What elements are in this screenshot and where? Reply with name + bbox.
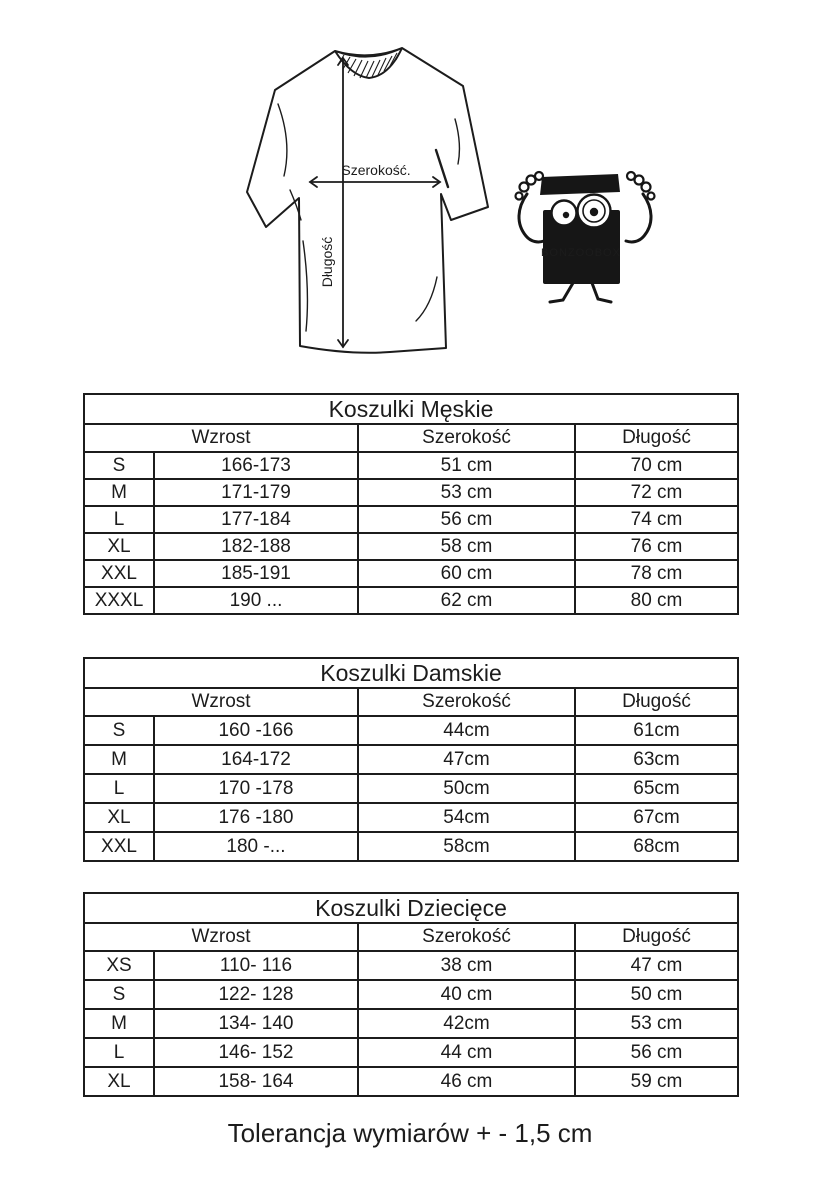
table-title: Koszulki Dziecięce (84, 893, 738, 923)
wzrost-cell: 158- 164 (154, 1067, 358, 1096)
size-row (84, 479, 738, 506)
table-title: Koszulki Męskie (84, 394, 738, 424)
size-row (84, 1067, 738, 1096)
table-title-row (84, 394, 738, 424)
size-row (84, 506, 738, 533)
wzrost-cell: 110- 116 (154, 951, 358, 980)
szerokosc-cell: 62 cm (358, 587, 575, 614)
mascot-left-leg (550, 283, 573, 302)
wzrost-cell: 170 -178 (154, 774, 358, 803)
szerokosc-cell: 38 cm (358, 951, 575, 980)
wzrost-cell: 134- 140 (154, 1009, 358, 1038)
size-cell: L (84, 506, 154, 533)
size-cell: XL (84, 533, 154, 560)
size-table-meskie (83, 393, 739, 615)
size-row (84, 1038, 738, 1067)
header-szerokosc: Szerokość (358, 424, 575, 452)
tshirt-diagram (200, 14, 520, 376)
wzrost-cell: 182-188 (154, 533, 358, 560)
table-body (84, 951, 738, 1096)
wzrost-cell: 166-173 (154, 452, 358, 479)
mascot-right-leg (592, 283, 611, 302)
szerokosc-cell: 40 cm (358, 980, 575, 1009)
mascot-right-arm (626, 194, 651, 242)
szerokosc-cell: 44cm (358, 716, 575, 745)
size-cell: XXL (84, 560, 154, 587)
szerokosc-cell: 50cm (358, 774, 575, 803)
size-cell: M (84, 1009, 154, 1038)
size-row (84, 533, 738, 560)
tolerance-note: Tolerancja wymiarów + - 1,5 cm (227, 1118, 593, 1148)
width-arrow-label: Szerokość. (341, 162, 411, 178)
szerokosc-cell: 51 cm (358, 452, 575, 479)
wzrost-cell: 176 -180 (154, 803, 358, 832)
size-cell: S (84, 452, 154, 479)
table-header-row (84, 424, 738, 452)
table-header-row (84, 923, 738, 951)
wzrost-cell: 177-184 (154, 506, 358, 533)
wzrost-cell: 146- 152 (154, 1038, 358, 1067)
dlugosc-cell: 74 cm (575, 506, 738, 533)
size-table-dzieciece (83, 892, 739, 1097)
size-row (84, 980, 738, 1009)
tshirt-outline (247, 48, 488, 353)
mascot-label: BONZOOBOX (541, 247, 621, 259)
wzrost-cell: 180 -... (154, 832, 358, 861)
header-szerokosc: Szerokość (358, 688, 575, 716)
szerokosc-cell: 58 cm (358, 533, 575, 560)
szerokosc-cell: 42cm (358, 1009, 575, 1038)
mascot-left-arm (519, 194, 544, 242)
size-row (84, 832, 738, 861)
wzrost-cell: 185-191 (154, 560, 358, 587)
length-arrow-label: Długość (319, 236, 335, 288)
szerokosc-cell: 53 cm (358, 479, 575, 506)
size-row (84, 560, 738, 587)
size-row (84, 587, 738, 614)
size-cell: M (84, 479, 154, 506)
size-row (84, 803, 738, 832)
table-body (84, 716, 738, 861)
wzrost-cell: 122- 128 (154, 980, 358, 1009)
size-cell: XXXL (84, 587, 154, 614)
szerokosc-cell: 60 cm (358, 560, 575, 587)
header-dlugosc: Długość (575, 424, 738, 452)
size-cell: S (84, 716, 154, 745)
header-wzrost: Wzrost (84, 424, 358, 452)
wzrost-cell: 190 ... (154, 587, 358, 614)
table-title-row (84, 658, 738, 688)
dlugosc-cell: 65cm (575, 774, 738, 803)
size-cell: XL (84, 1067, 154, 1096)
size-cell: L (84, 774, 154, 803)
dlugosc-cell: 53 cm (575, 1009, 738, 1038)
size-cell: XXL (84, 832, 154, 861)
szerokosc-cell: 46 cm (358, 1067, 575, 1096)
size-row (84, 774, 738, 803)
header-wzrost: Wzrost (84, 923, 358, 951)
size-table-damskie (83, 657, 739, 862)
dlugosc-cell: 78 cm (575, 560, 738, 587)
dlugosc-cell: 68cm (575, 832, 738, 861)
szerokosc-cell: 47cm (358, 745, 575, 774)
header-dlugosc: Długość (575, 688, 738, 716)
mascot-lid (540, 174, 620, 195)
dlugosc-cell: 67cm (575, 803, 738, 832)
dlugosc-cell: 72 cm (575, 479, 738, 506)
header-dlugosc: Długość (575, 923, 738, 951)
size-cell: XS (84, 951, 154, 980)
size-row (84, 716, 738, 745)
table-title: Koszulki Damskie (84, 658, 738, 688)
size-row (84, 452, 738, 479)
dlugosc-cell: 80 cm (575, 587, 738, 614)
size-row (84, 745, 738, 774)
dlugosc-cell: 70 cm (575, 452, 738, 479)
size-cell: S (84, 980, 154, 1009)
dlugosc-cell: 63cm (575, 745, 738, 774)
dlugosc-cell: 50 cm (575, 980, 738, 1009)
szerokosc-cell: 54cm (358, 803, 575, 832)
dlugosc-cell: 59 cm (575, 1067, 738, 1096)
size-cell: L (84, 1038, 154, 1067)
size-row (84, 951, 738, 980)
dlugosc-cell: 56 cm (575, 1038, 738, 1067)
szerokosc-cell: 58cm (358, 832, 575, 861)
mascot-eyes (552, 195, 611, 228)
size-cell: M (84, 745, 154, 774)
szerokosc-cell: 44 cm (358, 1038, 575, 1067)
wzrost-cell: 164-172 (154, 745, 358, 774)
header-wzrost: Wzrost (84, 688, 358, 716)
mascot-right-hand (627, 172, 655, 200)
dlugosc-cell: 76 cm (575, 533, 738, 560)
mascot-left-hand (516, 172, 544, 200)
table-header-row (84, 688, 738, 716)
size-row (84, 1009, 738, 1038)
table-body (84, 452, 738, 614)
size-cell: XL (84, 803, 154, 832)
bonzoobox-mascot (505, 150, 665, 330)
wzrost-cell: 160 -166 (154, 716, 358, 745)
wzrost-cell: 171-179 (154, 479, 358, 506)
header-szerokosc: Szerokość (358, 923, 575, 951)
dlugosc-cell: 61cm (575, 716, 738, 745)
szerokosc-cell: 56 cm (358, 506, 575, 533)
dlugosc-cell: 47 cm (575, 951, 738, 980)
table-title-row (84, 893, 738, 923)
